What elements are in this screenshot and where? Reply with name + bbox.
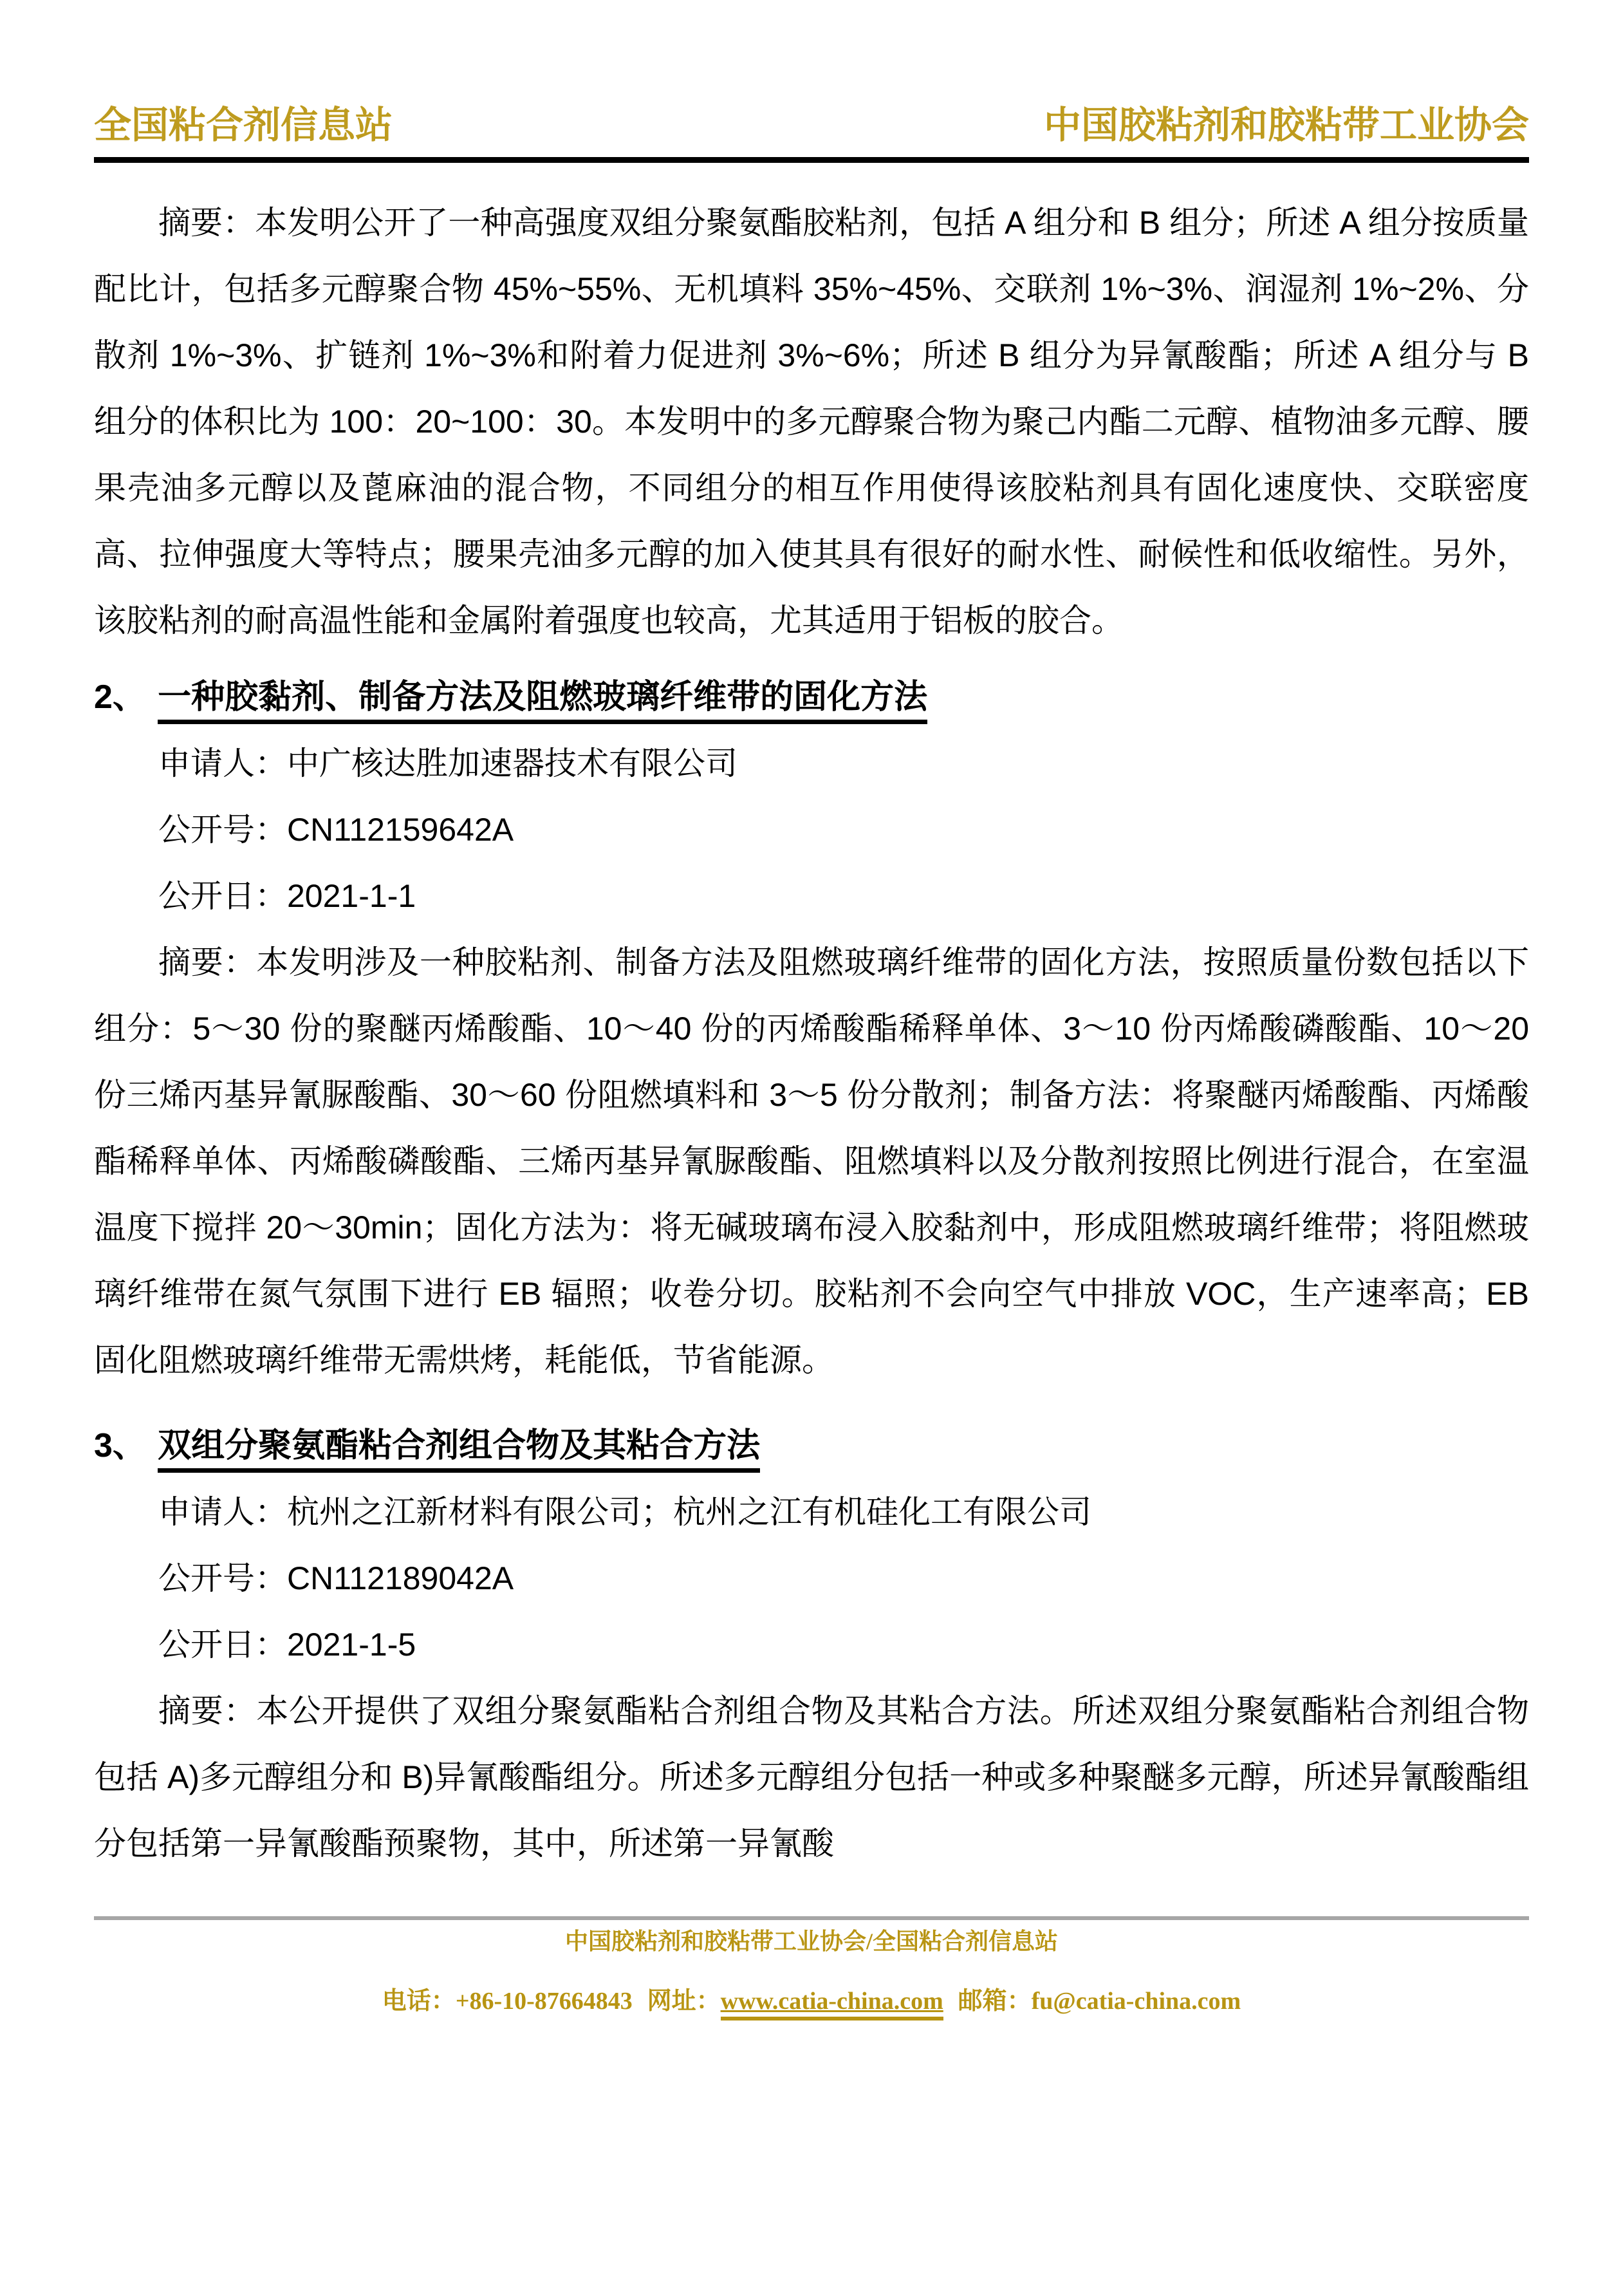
applicant-value: 杭州之江新材料有限公司；杭州之江有机硅化工有限公司 bbox=[287, 1493, 1091, 1530]
email-label: 邮箱： bbox=[958, 1987, 1032, 2015]
header-site-name: 全国粘合剂信息站 bbox=[94, 104, 393, 146]
applicant-value: 中广核达胜加速器技术有限公司 bbox=[287, 745, 737, 781]
patent-2-heading bbox=[94, 664, 1529, 731]
website-label: 网址： bbox=[647, 1987, 721, 2015]
patent-2-title: 一种胶黏剂、制备方法及阻燃玻璃纤维带的固化方法 bbox=[158, 678, 927, 724]
publication-number-value: CN112189042A bbox=[287, 1560, 514, 1596]
header-association-name: 中国胶粘剂和胶粘带工业协会 bbox=[1043, 104, 1529, 146]
publication-date-value: 2021-1-5 bbox=[287, 1626, 416, 1663]
patent-3-publication-number-line bbox=[94, 1545, 1529, 1612]
patent-2-number: 2、 bbox=[94, 678, 146, 716]
patent-3-publication-date-line bbox=[94, 1612, 1529, 1678]
publication-date-label: 公开日： bbox=[158, 877, 287, 914]
patent-3-number: 3、 bbox=[94, 1426, 146, 1464]
phone-label: 电话： bbox=[382, 1987, 456, 2015]
patent-3-abstract: 摘要：本公开提供了双组分聚氨酯粘合剂组合物及其粘合方法。所述双组分聚氨酯粘合剂组合物包括 A)多元醇组分和 B)异氰酸酯组分。所述多元醇组分包括一种或多种聚醚多元醇，所述异氰酸酯组分包括第一异氰酸酯预聚物，其中，所述第一异氰酸 bbox=[94, 1692, 1529, 1862]
website-link[interactable]: www.catia-china.com bbox=[721, 1988, 943, 2021]
applicant-label: 申请人： bbox=[158, 1493, 287, 1530]
email-value: fu@catia-china.com bbox=[1031, 1987, 1241, 2015]
publication-number-label: 公开号： bbox=[158, 811, 287, 848]
footer-rule bbox=[94, 1916, 1529, 1920]
patent-3-heading bbox=[94, 1413, 1529, 1479]
publication-date-value: 2021-1-1 bbox=[287, 877, 416, 914]
patent-3-section bbox=[94, 1413, 1529, 1877]
publication-date-label: 公开日： bbox=[158, 1626, 287, 1663]
publication-number-value: CN112159642A bbox=[287, 811, 514, 848]
patent-2-section bbox=[94, 664, 1529, 1394]
applicant-label: 申请人： bbox=[158, 745, 287, 781]
footer-organization-line: 中国胶粘剂和胶粘带工业协会/全国粘合剂信息站 bbox=[564, 1928, 1058, 1954]
publication-number-label: 公开号： bbox=[158, 1560, 287, 1596]
page-header bbox=[94, 103, 1529, 148]
patent-2-abstract: 摘要：本发明涉及一种胶粘剂、制备方法及阻燃玻璃纤维带的固化方法，按照质量份数包括以下组分：5～30 份的聚醚丙烯酸酯、10～40 份的丙烯酸酯稀释单体、3～10 份丙烯酸磷酸酯、10～20 份三烯丙基异氰脲酸酯、30～60 份阻燃填料和 3～5 份分散剂；制备方法：将聚醚丙烯酸酯、丙烯酸酯稀释单体、丙烯酸磷酸酯、三烯丙基异氰脲酸酯、阻燃填料以及分散剂按照比例进行混合，在室温温度下搅拌 20～30min；固化方法为：将无碱玻璃布浸入胶黏剂中，形成阻燃玻璃纤维带；将阻燃玻璃纤维带在氮气氛围下进行 EB 辐照；收卷分切。胶粘剂不会向空气中排放 VOC，生产速率高；EB 固化阻燃玻璃纤维带无需烘烤，耗能低，节省能源。 bbox=[94, 944, 1529, 1378]
footer-contact-line bbox=[94, 1983, 1529, 2019]
patent-1-abstract: 摘要：本发明公开了一种高强度双组分聚氨酯胶粘剂，包括 A 组分和 B 组分；所述 A 组分按质量配比计，包括多元醇聚合物 45%~55%、无机填料 35%~45%、交联剂 1%~3%、润湿剂 1%~2%、分散剂 1%~3%、扩链剂 1%~3%和附着力促进剂 3%~6%；所述 B 组分为异氰酸酯；所述 A 组分与 B 组分的体积比为 100：20~100：30。本发明中的多元醇聚合物为聚己内酯二元醇、植物油多元醇、腰果壳油多元醇以及蓖麻油的混合物，不同组分的相互作用使得该胶粘剂具有固化速度快、交联密度高、拉伸强度大等特点；腰果壳油多元醇的加入使其具有很好的耐水性、耐候性和低收缩性。另外，该胶粘剂的耐高温性能和金属附着强度也较高，尤其适用于铝板的胶合。 bbox=[94, 204, 1529, 639]
phone-value: +86-10-87664843 bbox=[455, 1987, 633, 2015]
header-rule bbox=[94, 157, 1529, 163]
patent-2-publication-number-line bbox=[94, 797, 1529, 863]
page-footer bbox=[94, 1916, 1529, 2019]
patent-3-applicant-line bbox=[94, 1479, 1529, 1545]
patent-3-title: 双组分聚氨酯粘合剂组合物及其粘合方法 bbox=[158, 1427, 760, 1473]
patent-2-publication-date-line bbox=[94, 863, 1529, 929]
patent-2-applicant-line bbox=[94, 731, 1529, 797]
